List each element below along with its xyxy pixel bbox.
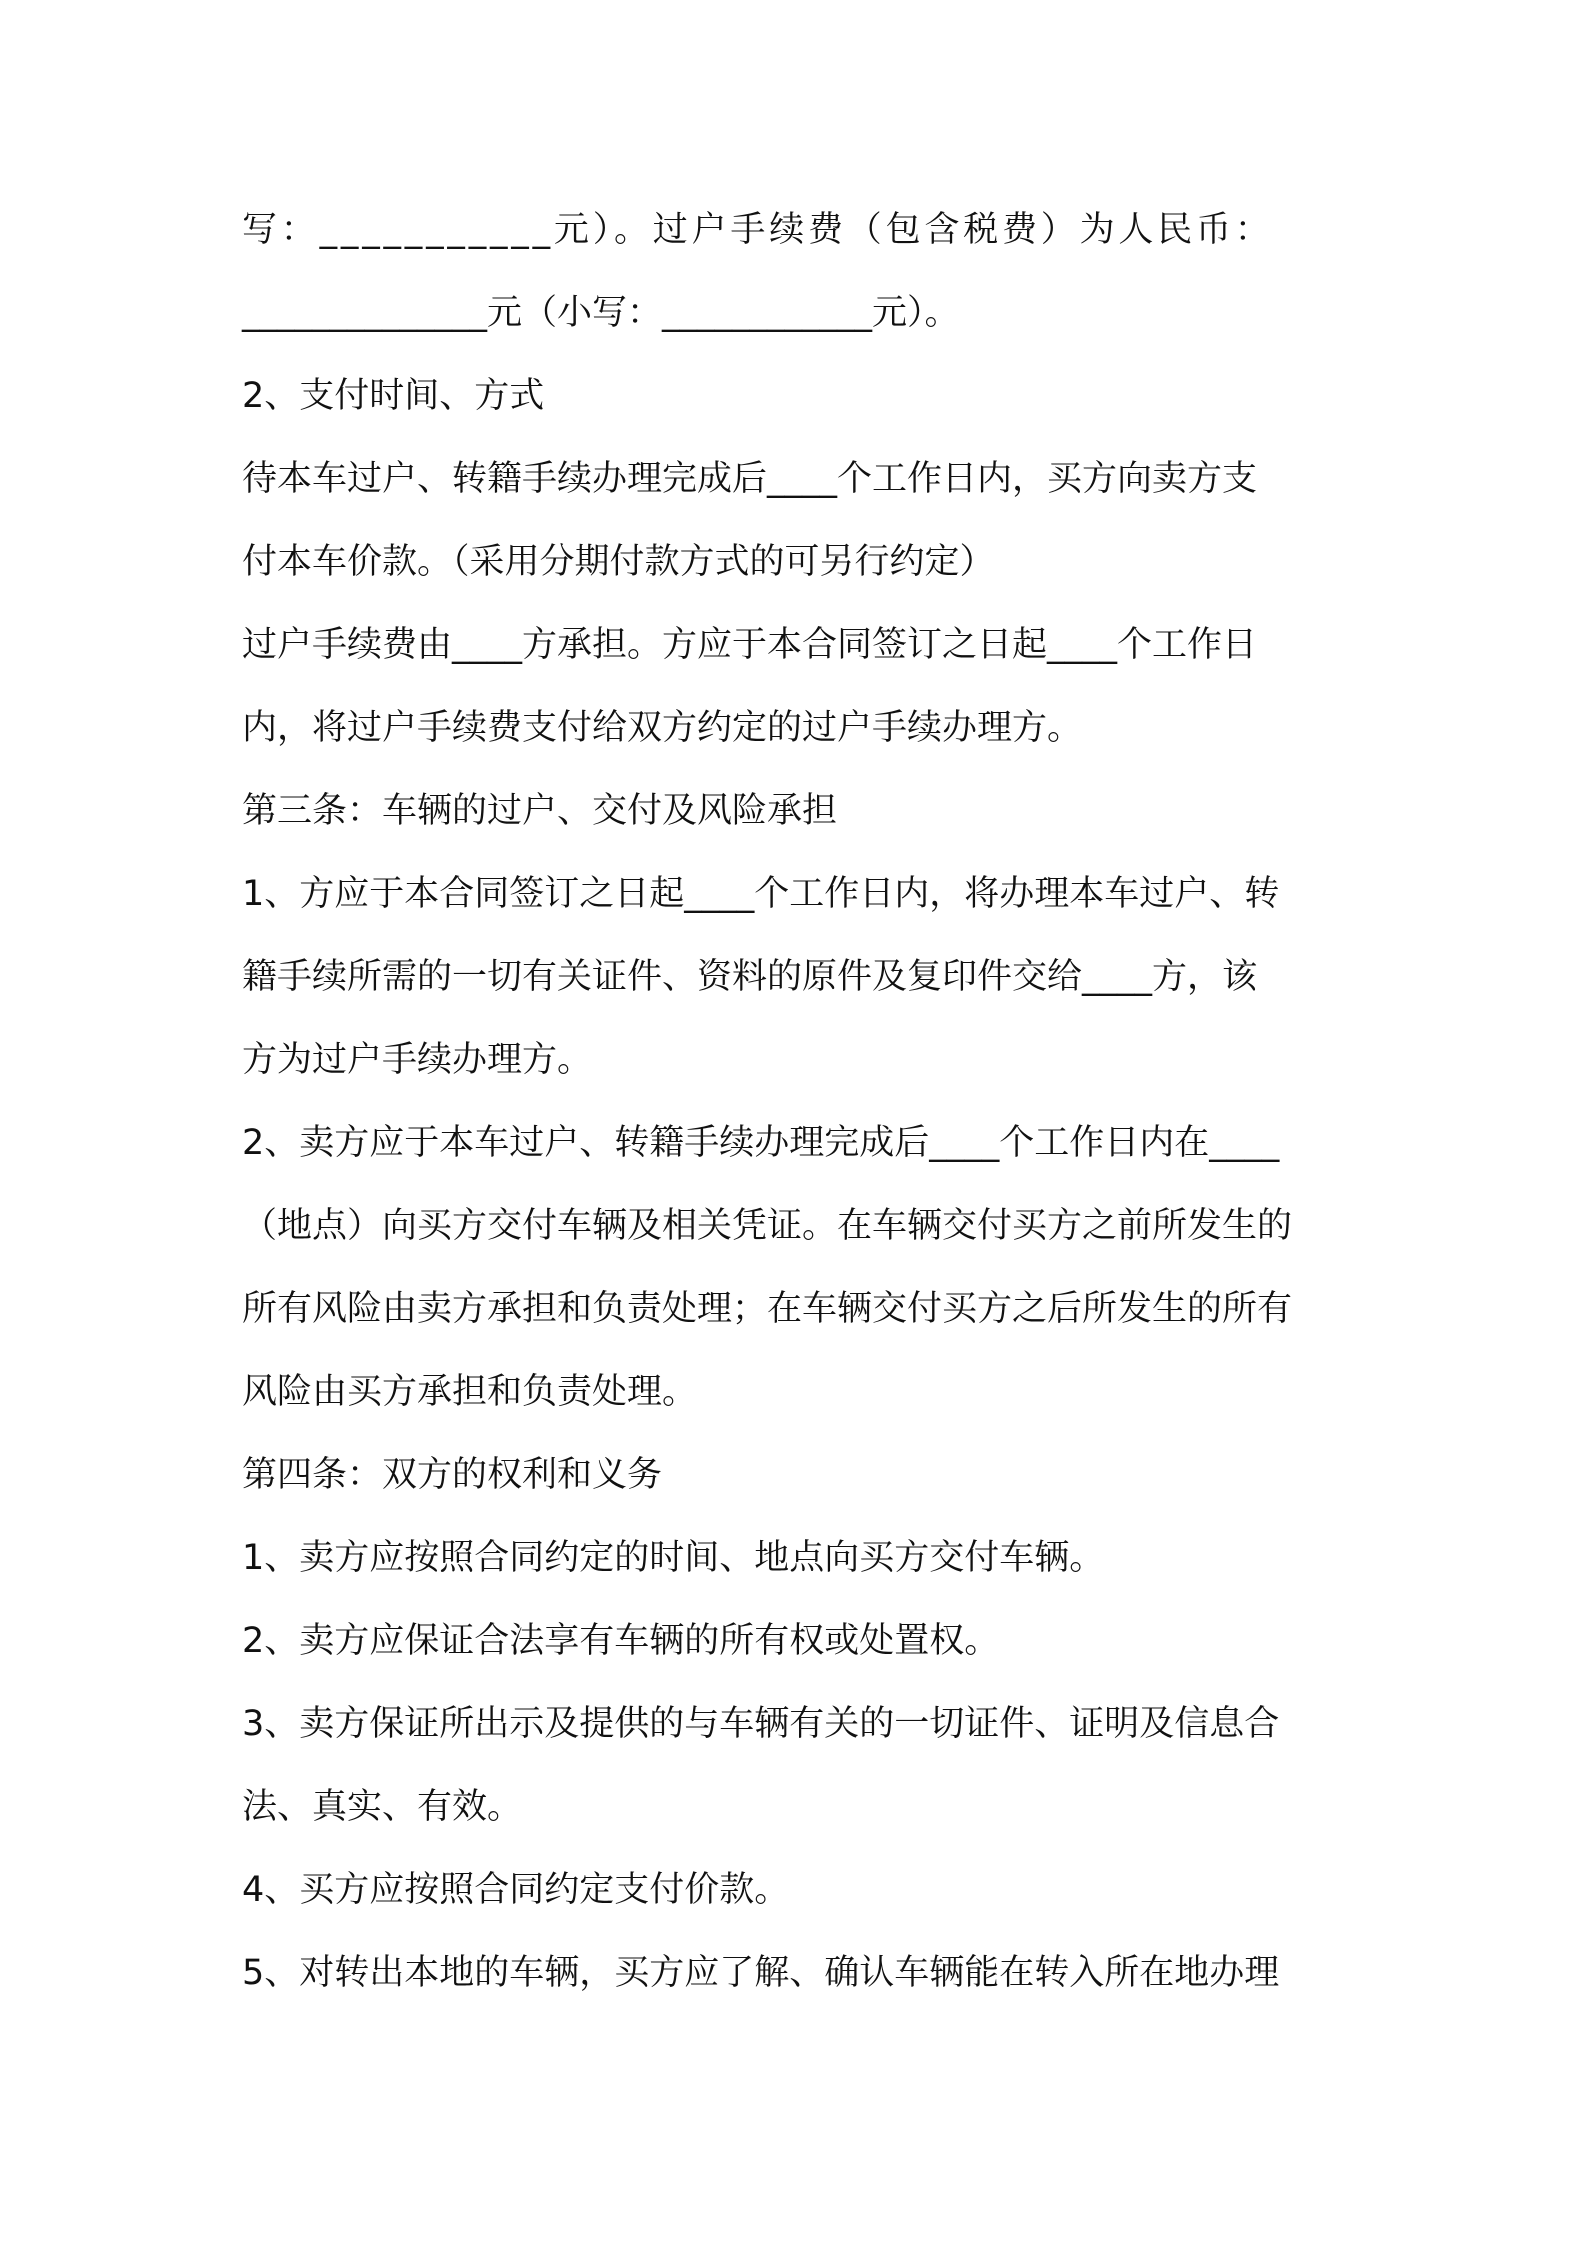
- article-heading: 第四条：双方的权利和义务: [242, 1455, 663, 1495]
- section-heading: 2、支付时间、方式: [242, 376, 545, 416]
- text-line: ______________元（小写：____________元）。: [242, 293, 960, 333]
- text-line: 待本车过户、转籍手续办理完成后____个工作日内，买方向卖方支: [242, 459, 1258, 499]
- text-line: 4、买方应按照合同约定支付价款。: [242, 1870, 790, 1910]
- text-line: 法、真实、有效。: [242, 1787, 523, 1827]
- text-line: 过户手续费由____方承担。方应于本合同签订之日起____个工作日: [242, 625, 1258, 665]
- text-line: 5、对转出本地的车辆，买方应了解、确认车辆能在转入所在地办理: [242, 1953, 1280, 1993]
- text-line: 2、卖方应于本车过户、转籍手续办理完成后____个工作日内在____: [242, 1123, 1280, 1163]
- text-line: 内，将过户手续费支付给双方约定的过户手续办理方。: [242, 708, 1083, 748]
- text-line: 3、卖方保证所出示及提供的与车辆有关的一切证件、证明及信息合: [242, 1704, 1280, 1744]
- text-line: 付本车价款。（采用分期付款方式的可另行约定）: [242, 542, 995, 582]
- text-line: （地点）向买方交付车辆及相关凭证。在车辆交付买方之前所发生的: [242, 1206, 1293, 1246]
- text-line: 所有风险由卖方承担和负责处理；在车辆交付买方之后所发生的所有: [242, 1289, 1293, 1329]
- text-line: 1、方应于本合同签订之日起____个工作日内，将办理本车过户、转: [242, 874, 1280, 914]
- text-line: 籍手续所需的一切有关证件、资料的原件及复印件交给____方，该: [242, 957, 1258, 997]
- text-line: 写：___________元）。过户手续费（包含税费）为人民币：: [242, 210, 1274, 250]
- text-line: 方为过户手续办理方。: [242, 1040, 593, 1080]
- text-line: 风险由买方承担和负责处理。: [242, 1372, 698, 1412]
- article-heading: 第三条：车辆的过户、交付及风险承担: [242, 791, 838, 831]
- text-line: 2、卖方应保证合法享有车辆的所有权或处置权。: [242, 1621, 1000, 1661]
- text-line: 1、卖方应按照合同约定的时间、地点向买方交付车辆。: [242, 1538, 1105, 1578]
